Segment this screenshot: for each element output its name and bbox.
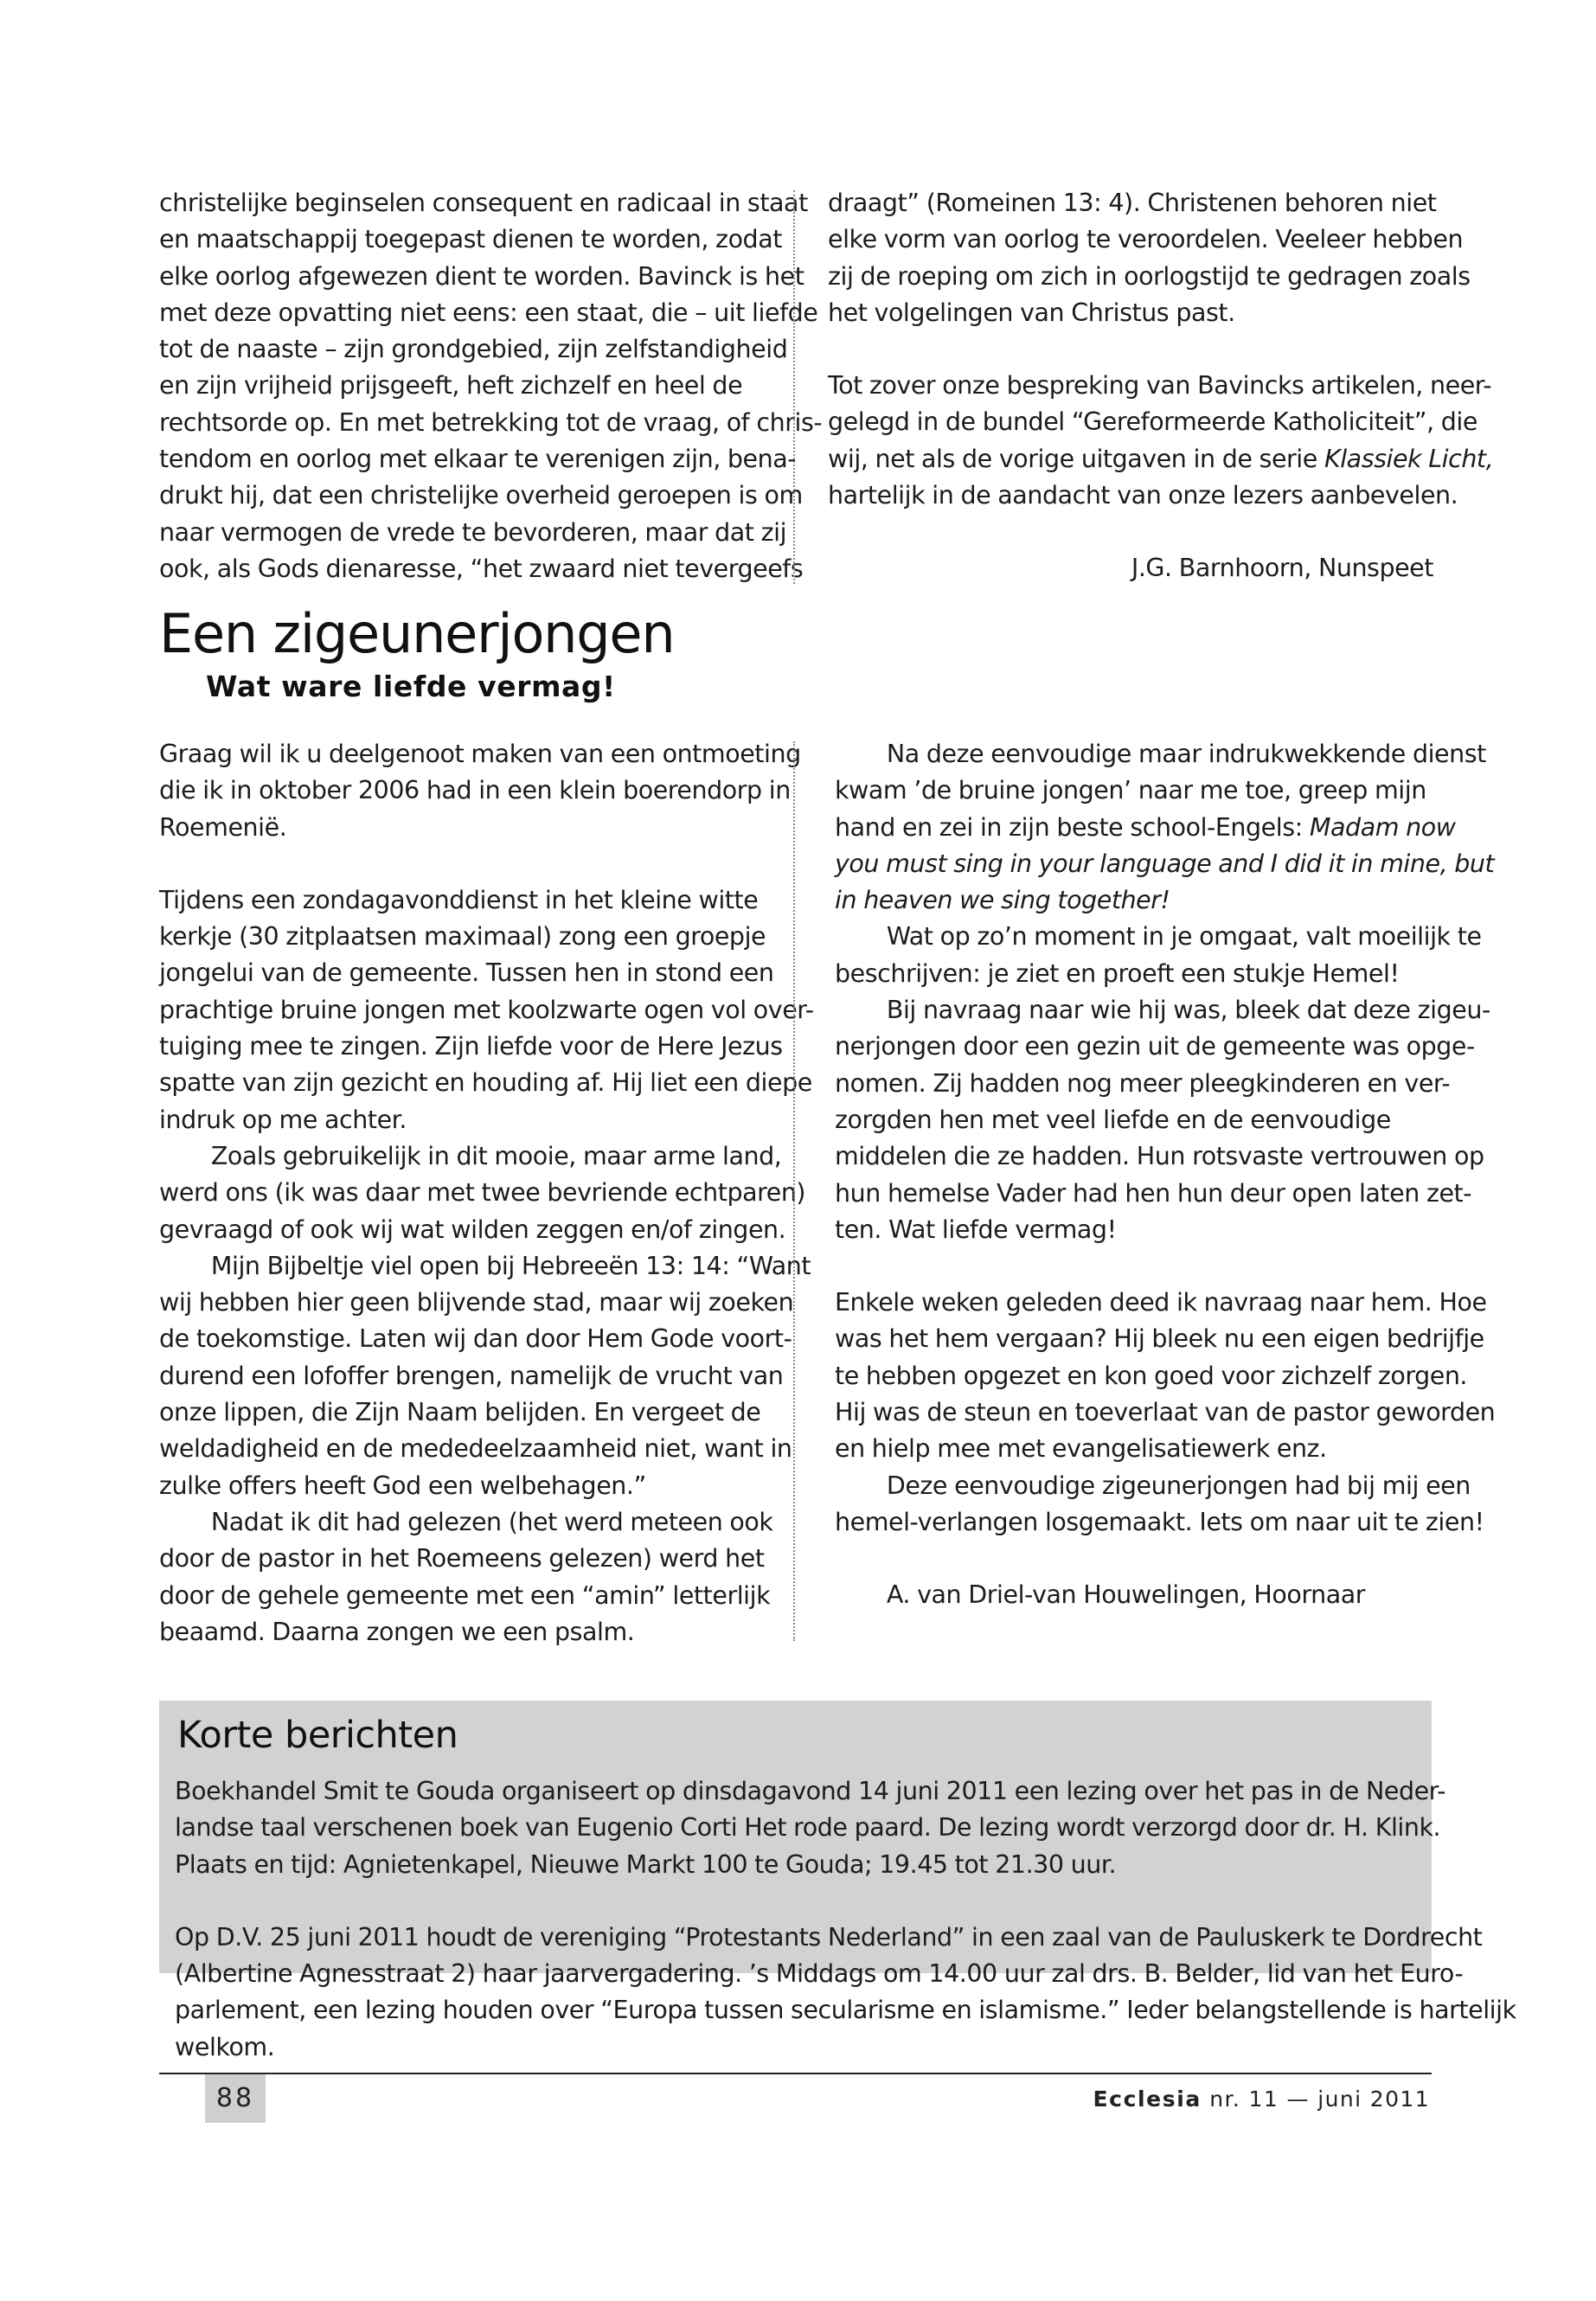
text-line: Tot zover onze bespreking van Bavincks artikelen, neer- xyxy=(828,371,1492,401)
magazine-name: Ecclesia xyxy=(1093,2086,1202,2112)
text-line: kerkje (30 zitplaatsen maximaal) zong een groepje xyxy=(159,922,766,952)
text-line: hemel-verlangen losgemaakt. Iets om naar uit te zien! xyxy=(835,1507,1484,1536)
news-title: Korte berichten xyxy=(177,1714,458,1757)
quote-text: you must sing in your language and I did it in mine, but xyxy=(835,849,1495,878)
text-line: Enkele weken geleden deed ik navraag naar hem. Hoe xyxy=(835,1288,1487,1317)
text-line: beschrijven: je ziet en proeft een stukje Hemel! xyxy=(835,958,1400,988)
text-line: Zoals gebruikelijk in dit mooie, maar arme land, xyxy=(210,1141,782,1170)
text-line: zorgden hen met veel liefde en de eenvoudige xyxy=(835,1105,1391,1134)
text-line: tuiging mee te zingen. Zijn liefde voor de Here Jezus xyxy=(159,1032,783,1061)
text-line: jongelui van de gemeente. Tussen hen in stond een xyxy=(159,958,774,988)
text-line: parlement, een lezing houden over “Europa tussen secularisme en islamisme.” Ieder belangstellende is hartelijk xyxy=(175,1996,1516,2025)
article-title: Een zigeunerjongen xyxy=(159,602,675,665)
text-line: welkom. xyxy=(175,2032,275,2061)
issue-label: nr. 11 — juni 2011 xyxy=(1209,2086,1430,2112)
quote-text: Madam now xyxy=(1309,812,1456,842)
text-line: te hebben opgezet en kon goed voor zichzelf zorgen. xyxy=(835,1361,1468,1390)
text-line: weldadigheid en de mededeelzaamheid niet, want in xyxy=(159,1434,792,1464)
text-line: spatte van zijn gezicht en houding af. Hij liet een diepe xyxy=(159,1068,812,1098)
text-line: gelegd in de bundel “Gereformeerde Katholiciteit”, die xyxy=(828,407,1477,437)
text-line: onze lippen, die Zijn Naam belijden. En vergeet de xyxy=(159,1398,761,1427)
text-line: rechtsorde op. En met betrekking tot de vraag, of chris- xyxy=(159,407,823,437)
text-line: drukt hij, dat een christelijke overheid geroepen is om xyxy=(159,481,803,510)
text-line: zulke offers heeft God een welbehagen.” xyxy=(159,1471,646,1500)
text-line: hartelijk in de aandacht van onze lezers aanbevelen. xyxy=(828,481,1458,510)
text-line: hun hemelse Vader had hen hun deur open laten zet- xyxy=(835,1178,1472,1208)
text-line: Plaats en tijd: Agnietenkapel, Nieuwe Markt 100 te Gouda; 19.45 tot 21.30 uur. xyxy=(175,1849,1117,1879)
author-signature: J.G. Barnhoorn, Nunspeet xyxy=(1131,554,1433,583)
text-line: Graag wil ik u deelgenoot maken van een ontmoeting xyxy=(159,740,801,768)
text-line: zij de roeping om zich in oorlogstijd te gedragen zoals xyxy=(828,261,1471,291)
text-line: prachtige bruine jongen met koolzwarte ogen vol over- xyxy=(159,995,814,1024)
column-divider xyxy=(793,741,795,1641)
article2-left-column xyxy=(159,736,814,1650)
text-line: ook, als Gods dienaresse, “het zwaard niet tevergeefs xyxy=(159,554,804,583)
text-line: door de gehele gemeente met een “amin” letterlijk xyxy=(159,1580,771,1610)
text-line: door de pastor in het Roemeens gelezen) werd het xyxy=(159,1544,765,1574)
text-line: landse taal verschenen boek van Eugenio Corti Het rode paard. De lezing wordt verzorgd door dr. H. Klink. xyxy=(175,1813,1441,1843)
text-line: Hij was de steun en toeverlaat van de pastor geworden xyxy=(835,1398,1496,1427)
text-line: durend een lofoffer brengen, namelijk de vrucht van xyxy=(159,1361,784,1390)
news-item xyxy=(175,1920,1516,2066)
text-line: met deze opvatting niet eens: een staat, die – uit liefde xyxy=(159,298,818,327)
text-line: hand en zei in zijn beste school-Engels: xyxy=(835,812,1310,842)
text-line: kwam ’de bruine jongen’ naar me toe, greep mijn xyxy=(835,776,1426,805)
text-line: indruk op me achter. xyxy=(159,1105,407,1134)
text-line: Boekhandel Smit te Gouda organiseert op dinsdagavond 14 juni 2011 een lezing over het pas in de Neder- xyxy=(175,1777,1445,1805)
author-signature: A. van Driel-van Houwelingen, Hoornaar xyxy=(886,1580,1366,1610)
text-line: naar vermogen de vrede te bevorderen, maar dat zij xyxy=(159,517,787,547)
text-line: het volgelingen van Christus past. xyxy=(828,298,1235,327)
news-item xyxy=(175,1773,1445,1883)
text-line: Tijdens een zondagavonddienst in het kleine witte xyxy=(159,885,759,914)
text-line: Deze eenvoudige zigeunerjongen had bij mij een xyxy=(886,1471,1471,1500)
text-line: werd ons (ik was daar met twee bevriende echtparen) xyxy=(159,1178,806,1208)
text-line: Roemenië. xyxy=(159,812,287,842)
text-line: Mijn Bijbeltje viel open bij Hebreeën 13: 14: “Want xyxy=(210,1251,811,1280)
quote-text: in heaven we sing together! xyxy=(835,886,1170,915)
text-line: middelen die ze hadden. Hun rotsvaste vertrouwen op xyxy=(835,1142,1484,1171)
text-line: tot de naaste – zijn grondgebied, zijn zelfstandigheid xyxy=(159,335,788,364)
text-line: nerjongen door een gezin uit de gemeente was opge- xyxy=(835,1032,1475,1061)
text-line: ten. Wat liefde vermag! xyxy=(835,1215,1117,1244)
text-line: tendom en oorlog met elkaar te verenigen zijn, bena- xyxy=(159,445,797,474)
text-line: en maatschappij toegepast dienen te worden, zodat xyxy=(159,225,782,254)
text-line: wij, net als de vorige uitgaven in de serie xyxy=(828,444,1324,473)
column-divider xyxy=(793,190,795,584)
text-line: elke oorlog afgewezen dient te worden. Bavinck is het xyxy=(159,261,804,291)
footer-rule xyxy=(159,2073,1432,2074)
news-box xyxy=(159,1701,1516,2061)
page-number: 88 xyxy=(205,2074,266,2123)
text-line: Na deze eenvoudige maar indrukwekkende dienst xyxy=(886,740,1486,768)
text-line: draagt” (Romeinen 13: 4). Christenen behoren niet xyxy=(828,189,1437,217)
text-line: gevraagd of ook wij wat wilden zeggen en/of zingen. xyxy=(159,1215,786,1244)
series-name: Klassiek Licht, xyxy=(1324,444,1494,473)
text-line: Op D.V. 25 juni 2011 houdt de vereniging “Protestants Nederland” in een zaal van de Pauluskerk te Dordrecht xyxy=(175,1922,1483,1952)
news-body xyxy=(175,1773,1516,2066)
text-line: beaamd. Daarna zongen we een psalm. xyxy=(159,1617,635,1646)
article-subtitle: Wat ware liefde vermag! xyxy=(206,670,616,703)
text-line: de toekomstige. Laten wij dan door Hem Gode voort- xyxy=(159,1324,792,1354)
text-line: die ik in oktober 2006 had in een klein boerendorp in xyxy=(159,776,791,805)
article2-right-column xyxy=(835,736,1496,1614)
text-line: Nadat ik dit had gelezen (het werd meteen ook xyxy=(210,1507,773,1536)
text-line: nomen. Zij hadden nog meer pleegkinderen en ver- xyxy=(835,1068,1451,1098)
article1-right-column xyxy=(828,185,1494,587)
text-line: Wat op zo’n moment in je omgaat, valt moeilijk te xyxy=(886,922,1482,952)
text-line: Bij navraag naar wie hij was, bleek dat deze zigeu- xyxy=(886,996,1490,1025)
article1-left-column xyxy=(159,185,823,587)
text-line: (Albertine Agnesstraat 2) haar jaarvergadering. ’s Middags om 14.00 uur zal drs. B. Belder, lid van het Euro- xyxy=(175,1959,1464,1989)
text-line: was het hem vergaan? Hij bleek nu een eigen bedrijfje xyxy=(835,1324,1484,1354)
text-line: elke vorm van oorlog te veroordelen. Veeleer hebben xyxy=(828,225,1464,254)
text-line: christelijke beginselen consequent en radicaal in staat xyxy=(159,189,808,217)
text-line: en zijn vrijheid prijsgeeft, heft zichzelf en heel de xyxy=(159,371,743,401)
text-line: en hielp mee met evangelisatiewerk enz. xyxy=(835,1434,1327,1464)
text-line: wij hebben hier geen blijvende stad, maar wij zoeken xyxy=(159,1288,794,1317)
footer-masthead xyxy=(1093,2080,1430,2118)
